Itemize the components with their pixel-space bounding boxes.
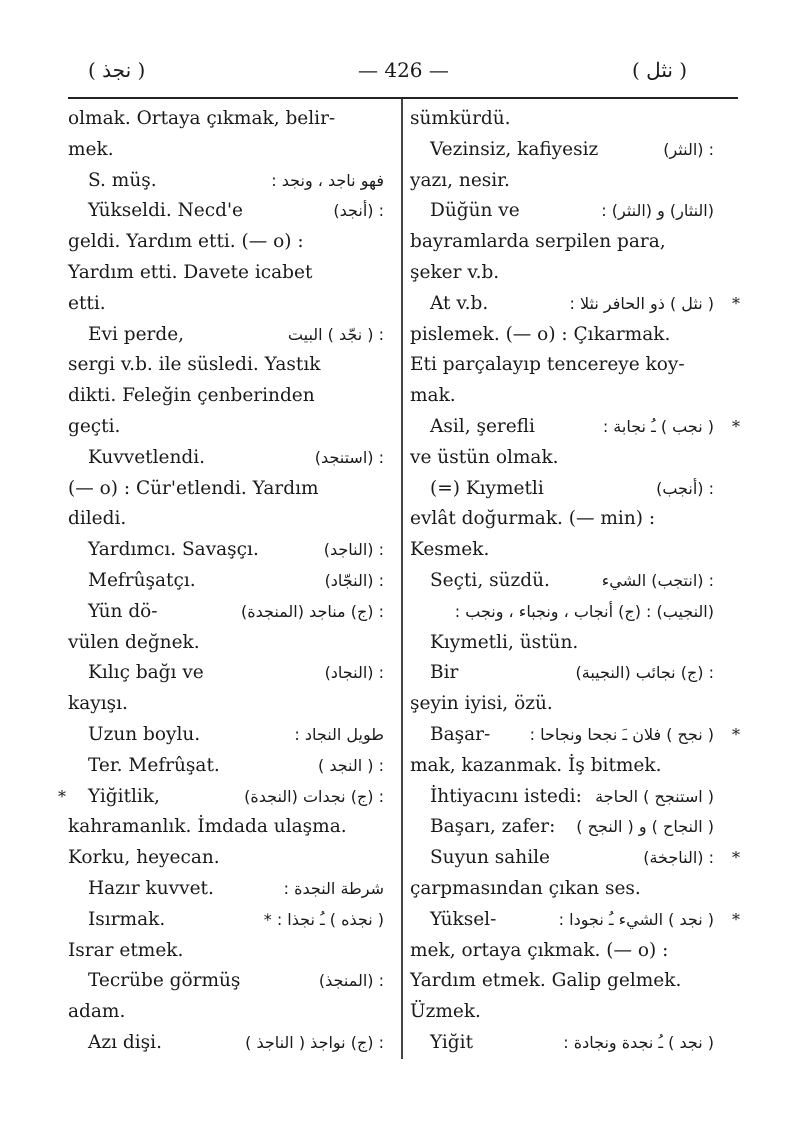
turkish-text: şeyin iyisi, özü.: [410, 693, 553, 715]
turkish-text: Israr etmek.: [68, 939, 184, 961]
turkish-text: sümkürdü.: [410, 108, 511, 129]
turkish-text: sergi v.b. ile süsledi. Yastık: [68, 354, 321, 376]
arabic-headword: : (النثر): [663, 139, 714, 159]
entry-line: [410, 812, 726, 843]
turkish-text: Yiğitlik,: [88, 785, 160, 807]
turkish-text: evlât doğurmak. (— min) :: [410, 508, 656, 530]
entry-line: [410, 628, 726, 659]
entry-line: [68, 658, 384, 689]
arabic-headword: : ( نجّد ) البيت: [287, 324, 384, 344]
entry-line: [410, 166, 726, 197]
entry-line: [68, 535, 384, 566]
entry-line: [410, 782, 726, 813]
turkish-text: kayışı.: [68, 693, 128, 715]
entry-line: [68, 843, 384, 874]
turkish-text: Tecrübe görmüş: [88, 970, 241, 992]
turkish-text: bayramlarda serpilen para,: [410, 231, 666, 253]
arabic-headword: (النثار) و (النثر) :: [601, 201, 714, 221]
entry-marker: *: [732, 909, 740, 929]
entry-line: [410, 474, 726, 505]
turkish-text: Azı dişi.: [88, 1031, 162, 1053]
turkish-text: Isırmak.: [88, 908, 166, 930]
turkish-text: olmak. Ortaya çıkmak, belir-: [68, 108, 336, 129]
header-left-entry: ( نجذ ): [88, 58, 146, 82]
entry-line: [410, 874, 726, 905]
entry-line: [410, 751, 726, 782]
turkish-text: Asil, şerefli: [430, 415, 535, 437]
arabic-headword: طويل النجاد :: [294, 724, 384, 744]
arabic-headword: : (أنجد): [333, 201, 384, 221]
turkish-text: Yardımcı. Savaşçı.: [88, 539, 259, 561]
entry-line: [68, 997, 384, 1028]
turkish-text: Yün dö-: [88, 600, 158, 622]
turkish-text: Kuvvetlendi.: [88, 446, 206, 468]
arabic-headword: : (ج) نواجذ ( الناجذ ): [245, 1032, 384, 1052]
arabic-headword: : (الناجخة): [643, 848, 714, 868]
entry-line: [410, 535, 726, 566]
turkish-text: vülen değnek.: [68, 631, 200, 653]
entry-line: [410, 566, 726, 597]
arabic-headword: ( استنجح ) الحاجة: [595, 786, 714, 806]
arabic-headword: ( نجذه ) ـُ نجذا : *: [263, 909, 384, 929]
turkish-text: adam.: [68, 1001, 126, 1023]
arabic-headword: ( نجب ) ـُ نجابة :: [602, 416, 714, 436]
turkish-text: Yardım etmek. Galip gelmek.: [410, 970, 682, 992]
turkish-text: S. müş.: [88, 169, 157, 191]
left-column: [58, 104, 384, 1059]
turkish-text: Yardım etti. Davete icabet: [68, 261, 313, 283]
entry-line: [68, 812, 384, 843]
entry-line: [410, 258, 726, 289]
entry-line: [68, 874, 384, 905]
turkish-text: Korku, heyecan.: [68, 847, 220, 869]
turkish-text: Yiğit: [430, 1031, 473, 1053]
turkish-text: Ter. Mefrûşat.: [88, 754, 220, 776]
entry-line: [410, 104, 726, 135]
entry-line: [68, 689, 384, 720]
turkish-text: Kılıç bağı ve: [88, 662, 204, 684]
turkish-text: Başarı, zafer:: [430, 816, 556, 838]
header-right-entry: ( نثل ): [632, 58, 688, 82]
arabic-headword: : (أنجب): [656, 478, 714, 498]
entry-marker: *: [732, 724, 740, 744]
entry-line: [68, 936, 384, 967]
turkish-text: Yükseldi. Necd'e: [88, 200, 243, 222]
entry-line: [68, 381, 384, 412]
turkish-text: dikti. Feleğin çenberinden: [68, 385, 315, 407]
arabic-headword: ( نجح ) فلان ـَ نجحا ونجاحا :: [529, 724, 714, 744]
entry-line: [410, 689, 726, 720]
entry-line: [68, 597, 384, 628]
right-column: [410, 104, 740, 1059]
turkish-text: Uzun boylu.: [88, 723, 201, 745]
entry-line: [410, 381, 726, 412]
arabic-headword: ( نجد ) الشيء ـُ نجودا :: [558, 909, 714, 929]
entry-line: [410, 135, 726, 166]
entry-line: [410, 227, 726, 258]
turkish-text: geçti.: [68, 415, 121, 437]
entry-line: [410, 597, 726, 628]
arabic-headword: : (الناجد): [323, 540, 384, 560]
turkish-text: şeker v.b.: [410, 261, 500, 283]
turkish-text: pislemek. (— o) : Çıkarmak.: [410, 323, 671, 345]
entry-line: [410, 966, 726, 997]
entry-marker: *: [732, 848, 740, 868]
arabic-headword: فهو ناجد ، ونجد :: [271, 170, 384, 190]
entry-line: [68, 350, 384, 381]
entry-line: [68, 504, 384, 535]
entry-line: [410, 1028, 726, 1059]
arabic-headword: ( نثل ) ذو الحافر نثلا :: [569, 293, 714, 313]
turkish-text: Üzmek.: [410, 1001, 481, 1023]
turkish-text: Kıymetli, üstün.: [430, 631, 579, 653]
arabic-headword: : (النجّاد): [324, 570, 384, 590]
entry-line: [410, 658, 726, 689]
header-rule: [68, 97, 738, 99]
entry-line: [68, 1028, 384, 1059]
turkish-text: Vezinsiz, kafiyesiz: [430, 138, 599, 160]
turkish-text: mak, kazanmak. İş bitmek.: [410, 754, 662, 776]
entry-line: [410, 289, 740, 320]
turkish-text: Hazır kuvvet.: [88, 877, 214, 899]
entry-line: [68, 443, 384, 474]
entry-line: [68, 135, 384, 166]
entry-line: [68, 196, 384, 227]
entry-line: [68, 720, 384, 751]
arabic-headword: ( النجاح ) و ( النجح ): [576, 817, 714, 837]
entry-line: [68, 905, 384, 936]
turkish-text: At v.b.: [430, 292, 489, 314]
turkish-text: Seçti, süzdü.: [430, 569, 550, 591]
arabic-headword: : (ج) نجائب (النجيبة): [575, 663, 714, 683]
turkish-text: Yüksel-: [430, 908, 497, 930]
entry-line: [410, 504, 726, 535]
arabic-headword: : (ج) نجدات (النجدة): [244, 786, 384, 806]
entry-marker: *: [58, 786, 66, 806]
entry-line: [410, 196, 726, 227]
entry-marker: *: [732, 416, 740, 436]
entry-line: [68, 628, 384, 659]
turkish-text: İhtiyacını istedi:: [430, 785, 582, 807]
entry-line: [410, 936, 726, 967]
turkish-text: Evi perde,: [88, 323, 185, 345]
arabic-headword: (النجيب) : (ج) أنجاب ، ونجباء ، ونجب :: [454, 601, 714, 621]
turkish-text: ve üstün olmak.: [410, 446, 559, 468]
turkish-text: Eti parçalayıp tencereye koy-: [410, 354, 685, 376]
turkish-text: mek, ortaya çıkmak. (— o) :: [410, 939, 669, 961]
arabic-headword: ( نجد ) ـُ نجدة ونجادة :: [563, 1032, 714, 1052]
turkish-text: (=) Kıymetli: [430, 477, 544, 499]
arabic-headword: : (استنجد): [314, 447, 384, 467]
page-header: [0, 58, 798, 92]
entry-line: [410, 412, 740, 443]
entry-line: [68, 474, 384, 505]
arabic-headword: : (ج) مناجد (المنجدة): [240, 601, 384, 621]
turkish-text: mek.: [68, 138, 114, 160]
arabic-headword: : (انتجب) الشيء: [601, 570, 714, 590]
page-number: — 426 —: [358, 58, 449, 82]
turkish-text: geldi. Yardım etti. (— o) :: [68, 231, 304, 253]
turkish-text: kahramanlık. İmdada ulaşma.: [68, 816, 347, 838]
entry-line: [68, 258, 384, 289]
entry-line: [58, 782, 384, 813]
entry-line: [410, 443, 726, 474]
arabic-headword: : ( النجد ): [317, 755, 384, 775]
entry-line: [68, 166, 384, 197]
entry-line: [68, 227, 384, 258]
entry-line: [68, 104, 384, 135]
entry-line: [68, 966, 384, 997]
arabic-headword: : (المنجذ): [318, 971, 384, 991]
arabic-headword: : (النجاد): [324, 663, 384, 683]
turkish-text: yazı, nesir.: [410, 169, 510, 191]
entry-line: [68, 566, 384, 597]
turkish-text: Başar-: [430, 723, 491, 745]
turkish-text: diledi.: [68, 508, 127, 530]
entry-line: [410, 997, 726, 1028]
turkish-text: mak.: [410, 385, 456, 407]
entry-line: [410, 350, 726, 381]
entry-line: [68, 320, 384, 351]
column-divider: [401, 99, 403, 1059]
turkish-text: çarpmasından çıkan ses.: [410, 877, 641, 899]
arabic-headword: شرطة النجدة :: [283, 878, 384, 898]
entry-line: [68, 289, 384, 320]
turkish-text: Mefrûşatçı.: [88, 569, 196, 591]
entry-line: [68, 751, 384, 782]
turkish-text: Kesmek.: [410, 539, 490, 561]
entry-line: [68, 412, 384, 443]
entry-line: [410, 320, 726, 351]
turkish-text: Suyun sahile: [430, 847, 550, 869]
entry-marker: *: [732, 293, 740, 313]
entry-line: [410, 843, 740, 874]
turkish-text: Bir: [430, 662, 459, 684]
entry-line: [410, 905, 740, 936]
turkish-text: etti.: [68, 292, 106, 314]
turkish-text: (— o) : Cür'etlendi. Yardım: [68, 477, 319, 499]
entry-line: [410, 720, 740, 751]
turkish-text: Düğün ve: [430, 200, 520, 222]
